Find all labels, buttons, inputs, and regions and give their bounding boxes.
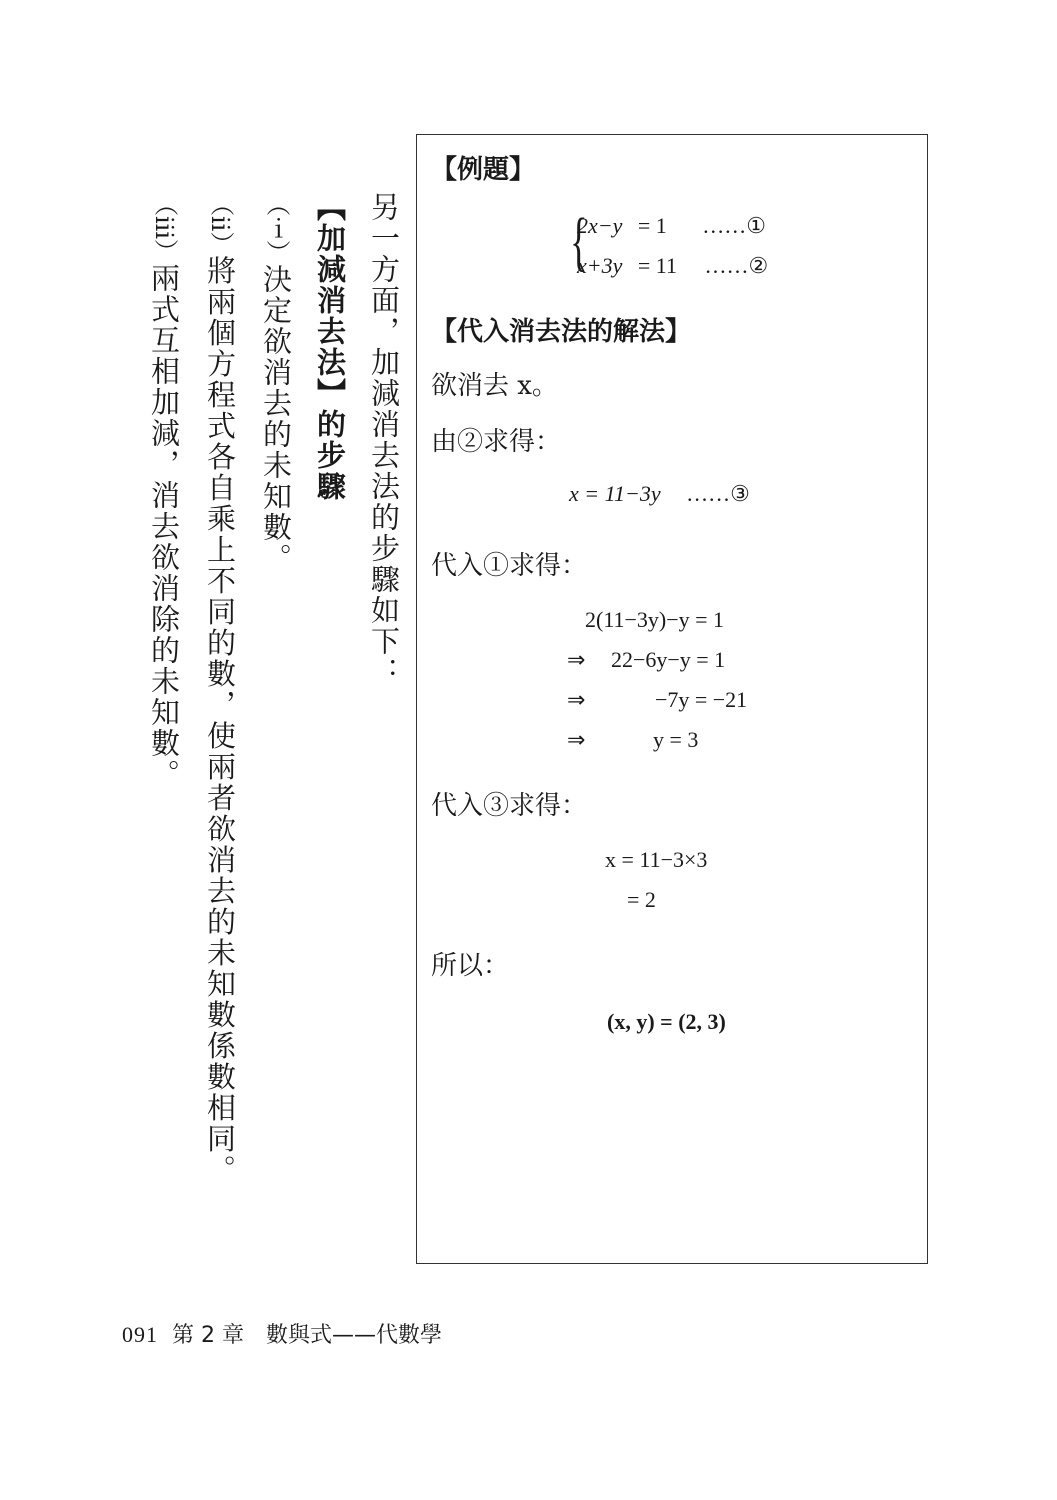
step-2 (200, 192, 240, 1185)
example-box (416, 134, 928, 1264)
intro-text: 另一方面，加減消去法的步驟如下： (367, 192, 401, 688)
solution-step-3: 代入①求得： (431, 551, 588, 581)
derivation-arrow-4: ⇒ (567, 727, 586, 752)
equation-1-tag: ……① (702, 213, 767, 238)
step-3-number: （iii） (150, 192, 178, 264)
equation-1 (577, 213, 766, 239)
step-3-text: 兩式互相加減，消去欲消除的未知數。 (147, 263, 181, 791)
step-3 (144, 192, 184, 790)
derivation-expr-3: −7y = −21 (654, 687, 748, 712)
solution-step-5: 所以： (431, 951, 510, 981)
method-heading: 【加減消去法】的步驟 (313, 192, 347, 502)
page-number: 091 (122, 1322, 158, 1347)
solution-step-1: 欲消去 x。 (431, 371, 558, 401)
derivation-line-2 (567, 647, 725, 673)
final-answer: (x, y) = (2, 3) (607, 1009, 726, 1034)
system-brace: { (570, 205, 588, 278)
step-1-text: 決定欲消去的未知數。 (259, 264, 293, 574)
derivation-line-4 (567, 727, 698, 753)
chapter-title: 第 2 章 數與式——代數學 (172, 1323, 442, 1348)
step-1-number: （ｉ） (262, 192, 290, 264)
step-2-number: （ii） (206, 192, 234, 256)
example-title: 【例題】 (431, 155, 536, 185)
solution-step-4: 代入③求得： (431, 791, 588, 821)
equation-1-rhs: = 1 (637, 213, 667, 238)
derivation-arrow-2: ⇒ (567, 647, 586, 672)
evaluation-line-2: = 2 (627, 887, 656, 912)
equation-3-tag: ……③ (686, 481, 750, 506)
equation-1-lhs: 2x−y (577, 213, 623, 238)
derivation-expr-2: 22−6y−y = 1 (610, 647, 726, 672)
derivation-arrow-3: ⇒ (567, 687, 586, 712)
derivation-line-1: 2(11−3y)−y = 1 (585, 607, 725, 632)
equation-2-tag: ……② (704, 253, 769, 278)
page-footer (122, 1318, 442, 1349)
solution-title: 【代入消去法的解法】 (431, 317, 692, 347)
step-1 (256, 192, 296, 574)
solution-step-2: 由②求得： (431, 427, 562, 457)
equation-2-rhs: = 11 (637, 253, 677, 278)
step-2-text: 將兩個方程式各自乘上不同的數，使兩者欲消去的未知數係數相同。 (203, 255, 237, 1186)
equation-3-body: x = 11−3y (569, 481, 661, 506)
evaluation-line-1: x = 11−3×3 (605, 847, 708, 872)
equation-2 (577, 253, 768, 279)
equation-2-lhs: x+3y (577, 253, 623, 278)
derivation-line-3 (567, 687, 747, 713)
equation-3 (569, 481, 750, 507)
derivation-expr-4: y = 3 (652, 727, 699, 752)
